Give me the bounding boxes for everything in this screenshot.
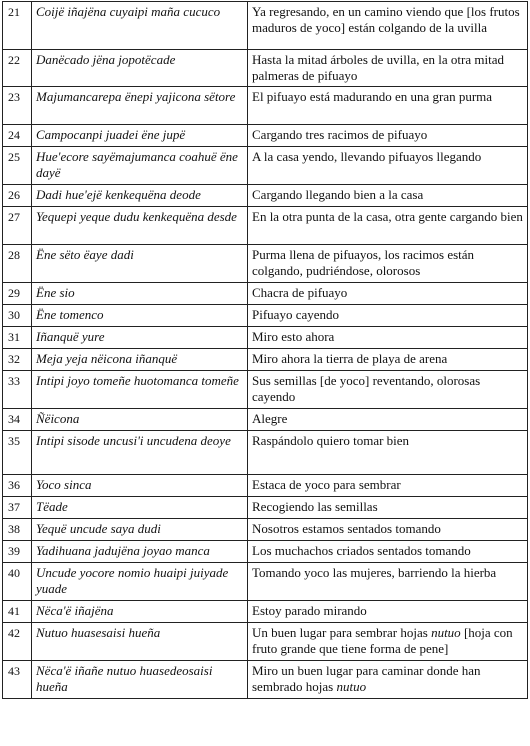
translation-text: [hoja con fruto grande que tiene forma de pene] [252, 625, 513, 656]
spanish-translation [248, 409, 528, 431]
source-phrase: Yadihuana jadujëna joyao manca [32, 541, 248, 563]
row-number: 31 [3, 327, 32, 349]
row-number: 25 [3, 147, 32, 185]
row-number: 27 [3, 207, 32, 245]
source-phrase: Yoco sinca [32, 475, 248, 497]
source-phrase: Iñanquë yure [32, 327, 248, 349]
spanish-translation [248, 623, 528, 661]
spanish-translation [248, 661, 528, 699]
table-row [3, 305, 528, 327]
translation-italic-term: nutuo [336, 679, 367, 694]
table-row [3, 50, 528, 87]
translation-text: El pifuayo está madurando en una gran purma [252, 89, 493, 104]
spanish-translation [248, 245, 528, 283]
spanish-translation [248, 563, 528, 601]
row-number: 33 [3, 371, 32, 409]
translation-text: Miro ahora la tierra de playa de arena [252, 351, 448, 366]
translation-text: Hasta la mitad árboles de uvilla, en la otra mitad palmeras de pifuayo [252, 52, 504, 83]
translation-text: Ya regresando, en un camino viendo que [los frutos maduros de yoco] están colgando de la uvilla [252, 4, 520, 35]
table-row [3, 147, 528, 185]
source-phrase: Ëne sio [32, 283, 248, 305]
source-phrase: Coijë iñajëna cuyaipi maña cucuco [32, 2, 248, 50]
translation-text: Estaca de yoco para sembrar [252, 477, 401, 492]
source-phrase: Intipi sisode uncusi'i uncudena deoye [32, 431, 248, 475]
source-phrase: Ëne sëto ëaye dadi [32, 245, 248, 283]
translation-text: Estoy parado mirando [252, 603, 367, 618]
spanish-translation [248, 349, 528, 371]
spanish-translation [248, 147, 528, 185]
row-number: 39 [3, 541, 32, 563]
spanish-translation [248, 327, 528, 349]
translation-text: Recogiendo las semillas [252, 499, 378, 514]
source-phrase: Nëca'ë iñañe nutuo huasedeosaisi hueña [32, 661, 248, 699]
table-row [3, 519, 528, 541]
source-phrase: Ñëicona [32, 409, 248, 431]
table-body [3, 2, 528, 699]
table-row [3, 563, 528, 601]
row-number: 34 [3, 409, 32, 431]
translation-text: Miro un buen lugar para caminar donde han sembrado hojas [252, 663, 481, 694]
spanish-translation [248, 87, 528, 125]
translation-text: Sus semillas [de yoco] reventando, olorosas cayendo [252, 373, 481, 404]
row-number: 30 [3, 305, 32, 327]
table-row [3, 283, 528, 305]
spanish-translation [248, 371, 528, 409]
source-phrase: Yequë uncude saya dudi [32, 519, 248, 541]
spanish-translation [248, 207, 528, 245]
spanish-translation [248, 283, 528, 305]
source-phrase: Meja yeja nëicona iñanquë [32, 349, 248, 371]
row-number: 41 [3, 601, 32, 623]
source-phrase: Hue'ecore sayëmajumanca coahuë ëne dayë [32, 147, 248, 185]
row-number: 21 [3, 2, 32, 50]
spanish-translation [248, 185, 528, 207]
translation-text: Un buen lugar para sembrar hojas [252, 625, 432, 640]
translation-text: Alegre [252, 411, 288, 426]
table-row [3, 431, 528, 475]
table-row [3, 207, 528, 245]
table-row [3, 497, 528, 519]
source-phrase: Majumancarepa ënepi yajicona sëtore [32, 87, 248, 125]
translation-text: En la otra punta de la casa, otra gente cargando bien [252, 209, 523, 224]
translation-text: A la casa yendo, llevando pifuayos llegando [252, 149, 482, 164]
source-phrase: Uncude yocore nomio huaipi juiyade yuade [32, 563, 248, 601]
table-row [3, 87, 528, 125]
source-phrase: Dadi hue'ejë kenkequëna deode [32, 185, 248, 207]
translation-text: Miro esto ahora [252, 329, 335, 344]
row-number: 23 [3, 87, 32, 125]
row-number: 28 [3, 245, 32, 283]
source-phrase: Campocanpi juadei ëne jupë [32, 125, 248, 147]
translation-text: Tomando yoco las mujeres, barriendo la hierba [252, 565, 497, 580]
row-number: 36 [3, 475, 32, 497]
source-phrase: Yequepi yeque dudu kenkequëna desde [32, 207, 248, 245]
row-number: 37 [3, 497, 32, 519]
row-number: 29 [3, 283, 32, 305]
translation-text: Los muchachos criados sentados tomando [252, 543, 471, 558]
row-number: 38 [3, 519, 32, 541]
table-row [3, 541, 528, 563]
table-row [3, 661, 528, 699]
translation-text: Cargando tres racimos de pifuayo [252, 127, 428, 142]
translation-text: Pifuayo cayendo [252, 307, 340, 322]
source-phrase: Nutuo huasesaisi hueña [32, 623, 248, 661]
translation-text: Purma llena de pifuayos, los racimos están colgando, pudriéndose, olorosos [252, 247, 475, 278]
row-number: 26 [3, 185, 32, 207]
row-number: 22 [3, 50, 32, 87]
table-row [3, 475, 528, 497]
spanish-translation [248, 519, 528, 541]
source-phrase: Nëca'ë iñajëna [32, 601, 248, 623]
spanish-translation [248, 431, 528, 475]
spanish-translation [248, 2, 528, 50]
table-row [3, 245, 528, 283]
vocabulary-table [2, 1, 528, 699]
spanish-translation [248, 305, 528, 327]
source-phrase: Intipi joyo tomeñe huotomanca tomeñe [32, 371, 248, 409]
spanish-translation [248, 541, 528, 563]
row-number: 42 [3, 623, 32, 661]
translation-text: Cargando llegando bien a la casa [252, 187, 424, 202]
translation-italic-term: nutuo [431, 625, 461, 640]
spanish-translation [248, 125, 528, 147]
table-row [3, 327, 528, 349]
source-phrase: Ëne tomenco [32, 305, 248, 327]
spanish-translation [248, 475, 528, 497]
table-row [3, 623, 528, 661]
table-row [3, 185, 528, 207]
row-number: 40 [3, 563, 32, 601]
table-row [3, 125, 528, 147]
row-number: 35 [3, 431, 32, 475]
row-number: 32 [3, 349, 32, 371]
spanish-translation [248, 50, 528, 87]
table-row [3, 601, 528, 623]
translation-text: Nosotros estamos sentados tomando [252, 521, 441, 536]
source-phrase: Danëcado jëna jopotëcade [32, 50, 248, 87]
row-number: 43 [3, 661, 32, 699]
table-row [3, 2, 528, 50]
spanish-translation [248, 601, 528, 623]
table-row [3, 349, 528, 371]
translation-text: Chacra de pifuayo [252, 285, 348, 300]
source-phrase: Tëade [32, 497, 248, 519]
translation-text: Raspándolo quiero tomar bien [252, 433, 410, 448]
table-row [3, 409, 528, 431]
table-row [3, 371, 528, 409]
row-number: 24 [3, 125, 32, 147]
spanish-translation [248, 497, 528, 519]
